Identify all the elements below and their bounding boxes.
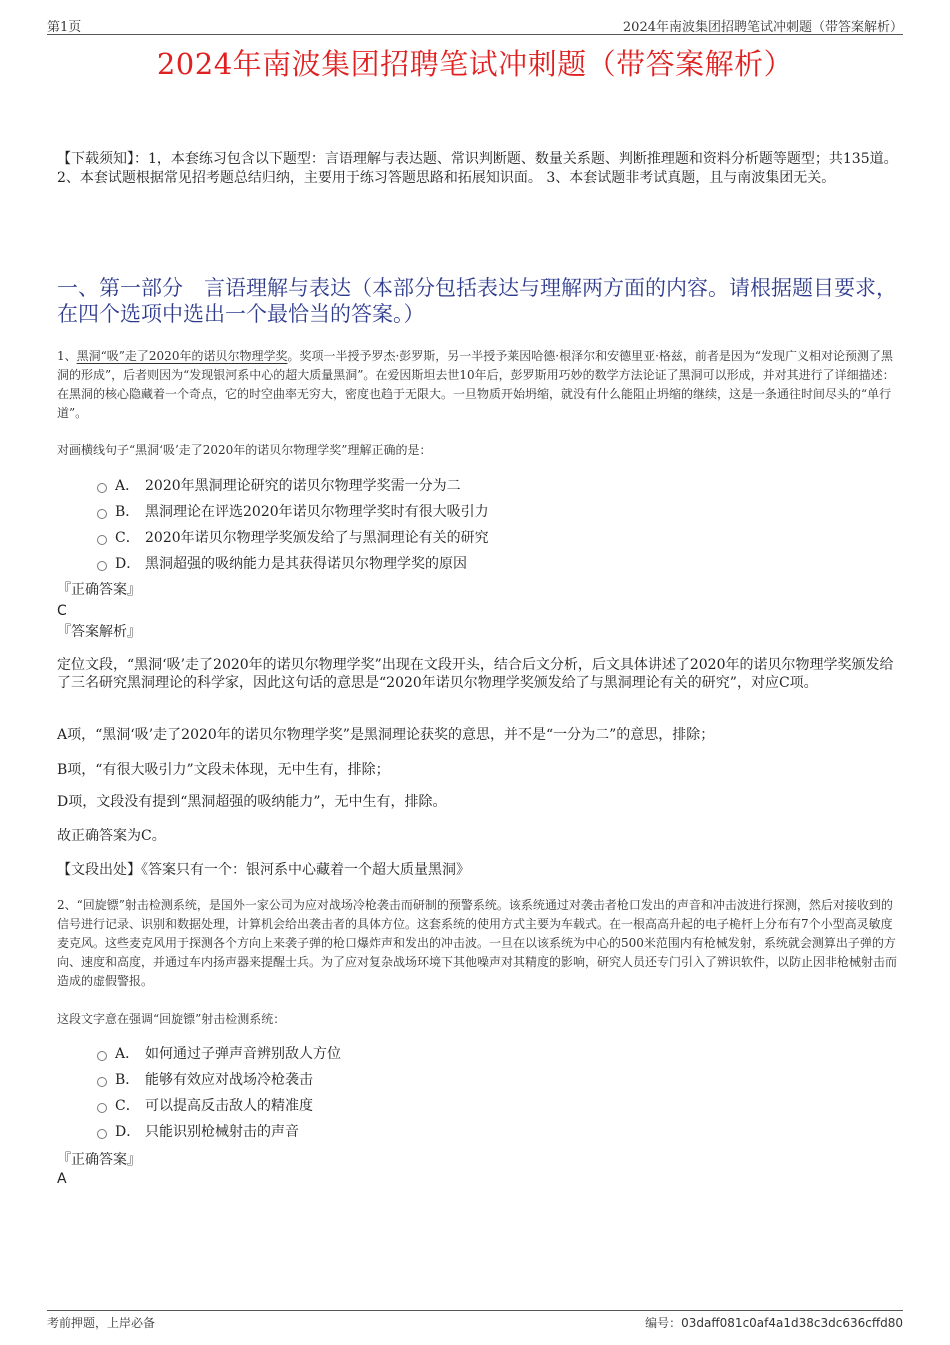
option-letter: D．: [115, 1124, 141, 1140]
option-letter: B．: [115, 1072, 140, 1088]
q2-question: 这段文字意在强调“回旋镖”射击检测系统：: [57, 1012, 286, 1026]
q2-option-d[interactable]: [97, 1122, 897, 1148]
page-header: [47, 16, 903, 34]
option-text: 2020年黑洞理论研究的诺贝尔物理学奖需一分为二: [145, 478, 461, 494]
radio-icon[interactable]: [97, 561, 107, 571]
page-footer: [47, 1314, 903, 1332]
option-letter: A．: [115, 1046, 140, 1062]
option-text: 能够有效应对战场冷枪袭击: [145, 1072, 313, 1088]
option-letter: A．: [115, 478, 140, 494]
q1-number: 1、: [57, 349, 77, 363]
footer-slogan: 考前押题，上岸必备: [47, 1316, 156, 1330]
radio-icon[interactable]: [97, 1103, 107, 1113]
download-notice: 【下载须知】：1，本套练习包含以下题型：言语理解与表达题、常识判断题、数量关系题、判断推理题和资料分析题等题型；共135道。 2、本套试题根据常见招考题总结归纳，主要用于练习答题思路和拓展知识面。 3、本套试题非考试真题，且与南波集团无关。: [57, 151, 898, 186]
option-letter: D．: [115, 556, 141, 572]
option-text: 黑洞理论在评选2020年诺贝尔物理学奖时有很大吸引力: [145, 504, 489, 520]
q1-analysis-para: B项，“有很大吸引力”文段未体现，无中生有，排除；: [57, 762, 390, 778]
q2-option-c[interactable]: [97, 1096, 897, 1122]
option-letter: B．: [115, 504, 140, 520]
q1-passage: [57, 347, 899, 423]
radio-icon[interactable]: [97, 535, 107, 545]
option-letter: C．: [115, 530, 140, 546]
header-divider: [47, 34, 903, 35]
radio-icon[interactable]: [97, 483, 107, 493]
q1-analysis-para: A项，“黑洞‘吸’走了2020年的诺贝尔物理学奖”是黑洞理论获奖的意思，并不是“一分为二”的意思，排除；: [57, 727, 715, 743]
section-heading: 一、第一部分 言语理解与表达（本部分包括表达与理解两方面的内容。请根据题目要求，在四个选项中选出一个最恰当的答案。）: [57, 276, 897, 326]
q2-option-a[interactable]: [97, 1044, 897, 1070]
q2-answer: A: [57, 1171, 67, 1187]
footer-divider: [47, 1310, 903, 1311]
q2-options: [97, 1044, 897, 1148]
footer-code-value: 03daff081c0af4a1d38c3dc636cffd80: [681, 1316, 903, 1330]
header-doc-title: 2024年南波集团招聘笔试冲刺题（带答案解析）: [622, 20, 903, 35]
q1-source: 【文段出处】《答案只有一个：银河系中心藏着一个超大质量黑洞》: [57, 862, 470, 878]
q2-answer-label: 『正确答案』: [57, 1152, 141, 1168]
q1-option-d[interactable]: [97, 554, 897, 580]
q1-option-c[interactable]: [97, 528, 897, 554]
radio-icon[interactable]: [97, 509, 107, 519]
q2-option-b[interactable]: [97, 1070, 897, 1096]
q1-analysis-para: D项，文段没有提到“黑洞超强的吸纳能力”，无中生有，排除。: [57, 794, 447, 810]
q1-analysis-para: 定位文段，“黑洞‘吸’走了2020年的诺贝尔物理学奖”出现在文段开头，结合后文分析，后文具体讲述了2020年的诺贝尔物理学奖颁发给了三名研究黑洞理论的科学家，因此这句话的意思是“2020年诺贝尔物理学奖颁发给了与黑洞理论有关的研究”，对应C项。: [57, 657, 894, 691]
radio-icon[interactable]: [97, 1051, 107, 1061]
option-text: 只能识别枪械射击的声音: [145, 1124, 299, 1140]
option-text: 2020年诺贝尔物理学奖颁发给了与黑洞理论有关的研究: [145, 530, 489, 546]
option-letter: C．: [115, 1098, 140, 1114]
q1-analysis-para: 故正确答案为C。: [57, 828, 166, 844]
radio-icon[interactable]: [97, 1129, 107, 1139]
option-text: 可以提高反击敌人的精准度: [145, 1098, 313, 1114]
option-text: 黑洞超强的吸纳能力是其获得诺贝尔物理学奖的原因: [145, 556, 467, 572]
radio-icon[interactable]: [97, 1077, 107, 1087]
footer-code-label: 编号：: [645, 1316, 682, 1330]
q1-answer-label: 『正确答案』: [57, 582, 141, 598]
footer-code: [645, 1314, 903, 1331]
page-number: 第1页: [47, 20, 82, 35]
q1-answer: C: [57, 603, 67, 619]
q1-option-b[interactable]: [97, 502, 897, 528]
q1-options: [97, 476, 897, 580]
q2-passage: 2、“回旋镖”射击检测系统，是国外一家公司为应对战场冷枪袭击而研制的预警系统。该系统通过对袭击者枪口发出的声音和冲击波进行探测，然后对接收到的信号进行记录、识别和数据处理，计算机会给出袭击者的具体方位。这套系统的使用方式主要为车载式。在一根高高升起的电子桅杆上分布有7个小型高灵敏度麦克风。这些麦克风用于探测各个方向上来袭子弹的枪口爆炸声和发出的冲击波。一旦在以该系统为中心的500米范围内有枪械发射，系统就会测算出子弹的方向、速度和高度，并通过车内扬声器来提醒士兵。为了应对复杂战场环境下其他噪声对其精度的影响，研究人员还专门引入了辨识软件，以防止因非枪械射击而造成的虚假警报。: [57, 898, 898, 988]
option-text: 如何通过子弹声音辨别敌人方位: [145, 1046, 341, 1062]
page-title: 2024年南波集团招聘笔试冲刺题（带答案解析）: [156, 47, 794, 81]
q1-underlined-sentence: 黑洞“吸”走了2020年的诺贝尔物理学奖: [76, 349, 288, 363]
q1-option-a[interactable]: [97, 476, 897, 502]
q1-question: 对画横线句子“黑洞‘吸’走了2020年的诺贝尔物理学奖”理解正确的是：: [57, 443, 432, 457]
q1-analysis-label: 『答案解析』: [57, 624, 141, 640]
q1-passage-rest: 。奖项一半授予罗杰·彭罗斯，另一半授予莱因哈德·根泽尔和安德里亚·格兹，前者是因为“发现广义相对论预测了黑洞的形成”，后者则因为“发现银河系中心的超大质量黑洞”。在爱因斯坦去世10年后，彭罗斯用巧妙的数学方法论证了黑洞可以形成，并对其进行了详细描述：在黑洞的核心隐藏着一个奇点，它的时空曲率无穷大，密度也趋于无限大。一旦物质开始坍缩，就没有什么能阻止坍缩的继续，这是一条通往时间尽头的“单行道”。: [57, 349, 895, 420]
